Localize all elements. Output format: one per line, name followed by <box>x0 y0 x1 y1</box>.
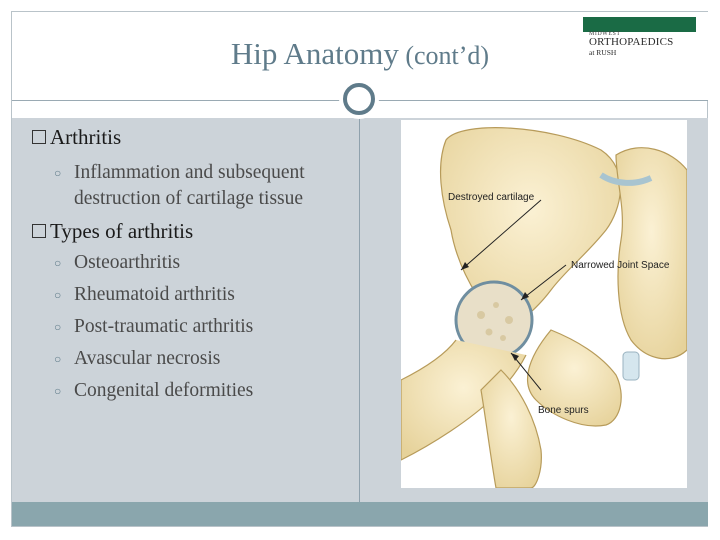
title-main: Hip Anatomy <box>230 36 399 71</box>
pubic-symphysis <box>623 352 639 380</box>
logo-bar <box>583 17 696 32</box>
checkbox-bullet-icon <box>32 130 46 144</box>
logo-line3: at RUSH <box>589 48 617 57</box>
sub-bullet <box>54 250 357 276</box>
logo-line1: MIDWEST <box>589 31 621 37</box>
label-bone-spurs: Bone spurs <box>538 405 589 416</box>
institution-logo <box>583 17 698 57</box>
label-narrowed-joint-space: Narrowed Joint Space <box>571 260 670 271</box>
bullet-label: Arthritis <box>50 125 122 149</box>
hip-illustration <box>401 120 687 488</box>
bullet-types-of-arthritis <box>32 218 357 244</box>
hip-joint-diagram <box>401 120 687 488</box>
sub-bullet-text: Inflammation and subsequent destruction of cartilage tissue <box>74 162 305 209</box>
logo-line2: ORTHOPAEDICS <box>589 36 674 48</box>
bone-spur-dot <box>477 311 485 319</box>
title-suffix: (cont’d) <box>398 41 490 70</box>
circle-bullet-icon: ○ <box>54 256 62 270</box>
bullet-list <box>32 124 357 404</box>
sub-bullet <box>54 378 357 404</box>
sub-bullet-text: Congenital deformities <box>74 380 254 401</box>
sub-bullet <box>54 282 357 308</box>
sub-bullet <box>54 346 357 372</box>
circle-bullet-icon: ○ <box>54 288 62 302</box>
checkbox-bullet-icon <box>32 224 46 238</box>
circle-bullet-icon: ○ <box>54 352 62 366</box>
sub-bullet-text: Osteoarthritis <box>74 252 181 273</box>
bone-spur-dot <box>486 329 493 336</box>
circle-ornament-icon <box>343 83 375 115</box>
bullet-label: Types of arthritis <box>50 219 194 243</box>
bullet-arthritis <box>32 124 357 150</box>
circle-bullet-icon: ○ <box>54 166 62 180</box>
sub-bullet-text: Post-traumatic arthritis <box>74 316 254 337</box>
column-separator <box>359 118 360 502</box>
label-destroyed-cartilage: Destroyed cartilage <box>448 192 535 203</box>
sub-bullet-text: Avascular necrosis <box>74 348 221 369</box>
circle-bullet-icon: ○ <box>54 384 62 398</box>
sub-bullet <box>54 314 357 340</box>
bottom-bar <box>12 502 708 526</box>
circle-bullet-icon: ○ <box>54 320 62 334</box>
bone-spur-dot <box>493 302 499 308</box>
sub-bullet-text: Rheumatoid arthritis <box>74 284 235 305</box>
bone-spur-dot <box>500 335 506 341</box>
sub-bullet <box>54 160 357 212</box>
bone-spur-dot <box>505 316 513 324</box>
